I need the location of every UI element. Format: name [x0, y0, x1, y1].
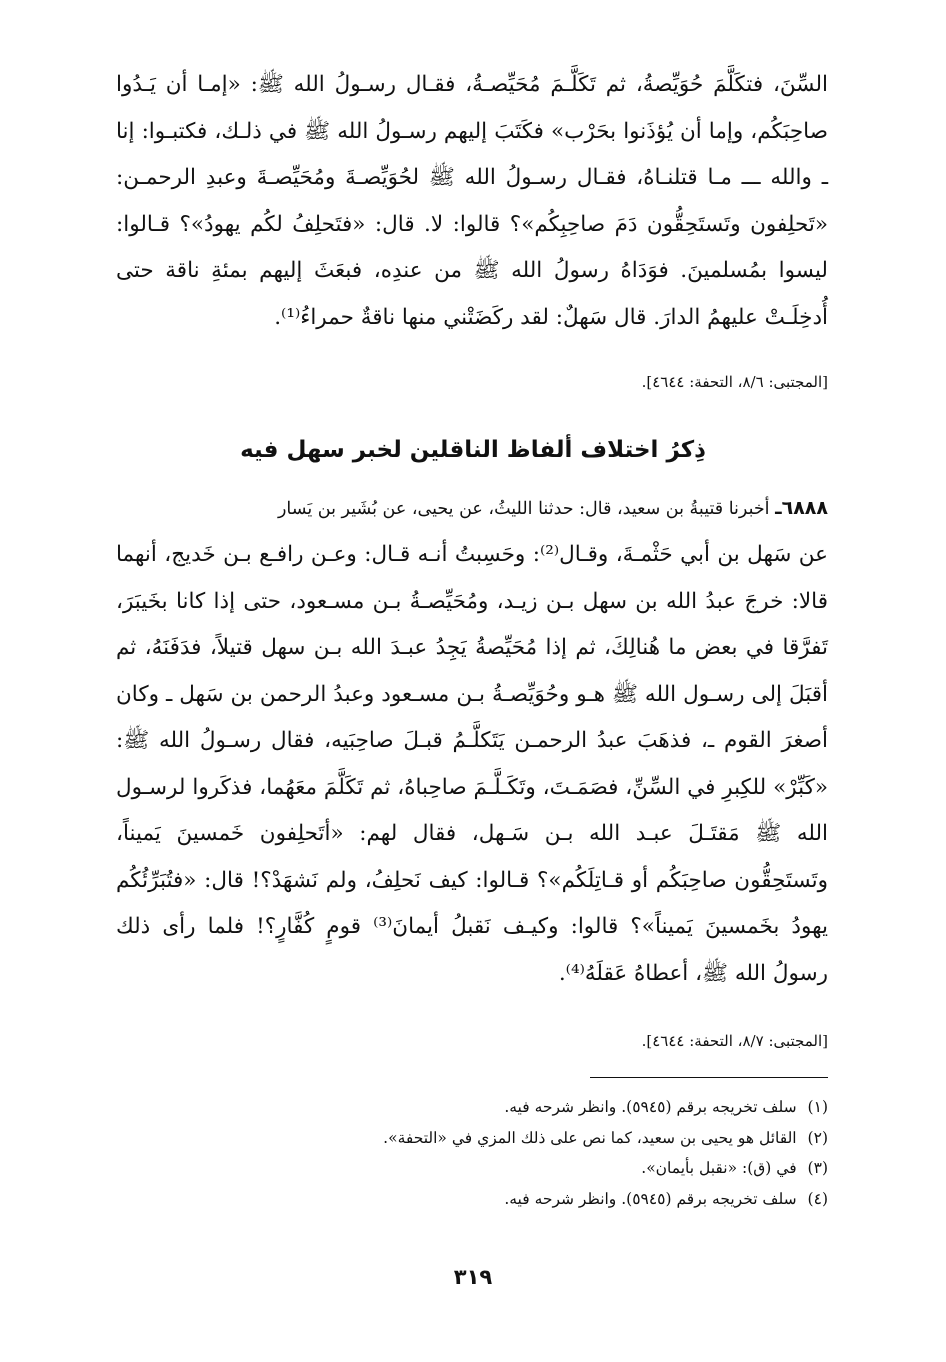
top-paragraph: السِّنَ، فتكَلَّمَ حُوَيِّصةُ، ثم تَكَلَّـمَ مُحَيِّصـةُ، فقـال رسـولُ الله ﷺ: «إمـا أن يَـدُوا صاحِبَكُم، وإما أن يُؤذَنوا بحَرْب» فكَتَبَ إليهم رسـولُ الله ﷺ في ذلـك، فكتبـوا: إنا ـ والله ـــ مـا قتلنـاهُ، فقـال رسـولُ الله ﷺ لحُوَيِّصـةَ ومُحَيِّصـةَ وعبدِ الرحمـن: «تَحلِفون وتَستَحِقُّون دَمَ صاحِبِكُم»؟ قالوا: لا. قال: «فتَحلِفُ لكُم يهودُ»؟ قـالوا: ليسوا بمُسلمينَ. فوَدَاهُ رسولُ الله ﷺ من عندِه، فبعَثَ إليهم بمئةِ ناقة حتى أُدخِلَـتْ عليهمُ الدارَ. قال سَهلٌ: لقد ركَضَتْني منها ناقةٌ حمراءُ⁽¹⁾.	[116, 72, 828, 330]
footnote-number: (١)	[807, 1098, 828, 1116]
footnote	[116, 1092, 828, 1123]
footnote-text: القائل هو يحيى بن سعيد، كما نص على ذلك المزي في «التحفة».	[383, 1128, 797, 1147]
footnote-text: في (ق): «نقبل بأيمان».	[641, 1159, 797, 1177]
hadith-lead-line	[116, 493, 828, 524]
footnotes-list	[116, 1092, 828, 1214]
footnote	[116, 1184, 828, 1215]
section-heading: ذِكرُ اختلاف ألفاظ الناقلين لخبر سهل فيه	[240, 437, 706, 463]
footnote-separator	[590, 1077, 828, 1078]
hadith-isnad: أخبرنا قتيبةُ بن سعيد، قال: حدثنا الليثُ، عن يحيى، عن بُشَير بن يَسار	[277, 499, 770, 519]
bottom-reference: [المجتبى: ٨/٧، التحفة: ٤٦٤٤].	[641, 1032, 828, 1050]
footnote	[116, 1153, 828, 1184]
footnote-number: (٣)	[807, 1159, 828, 1177]
top-reference: [المجتبى: ٨/٦، التحفة: ٤٦٤٤].	[641, 373, 828, 391]
footnote	[116, 1123, 828, 1154]
page-number: ٣١٩	[453, 1265, 493, 1289]
footnote-number: (٢)	[807, 1128, 828, 1147]
hadith-text: عن سَهل بن أبي حَثْمـةَ، وقـال⁽²⁾: وحَسِبتُ أنـه قـال: وعـن رافـع بـن خَديج، أنهما قالا: خرجَ عبدُ الله بن سهل بـن زيـد، ومُحَيِّصـةُ بـن مسـعود، حتى إذا كانا بخَيبَرَ، تَفرَّقا في بعض ما هُنالِكَ، ثم إذا مُحَيِّصةُ يَجِدُ عبـدَ الله بـن سهل قتيلاً، فدَفَنَهُ، ثم أقبَلَ إلى رسـول الله ﷺ هـو وحُوَيِّصـةُ بـن مسـعود وعبدُ الرحمن بن سَهل ـ وكان أصغرَ القوم ـ، فذهَبَ عبدُ الرحمـن يَتَكلَّـمُ قبـلَ صاحِبَيه، فقال رسـولُ الله ﷺ: «كَبِّرْ» للكِبرِ في السِّنِّ، فصَمَـتَ، وتَكَـلَّـمَ صاحِباهُ، ثم تَكَلَّمَ معَهُما، فذكَروا لرسـول الله ﷺ مَقتَـلَ عبـد الله بـن سَـهل، فقال لهم: «أتَحلِفون خَمسينَ يَميناً، وتَستَحِقُّون صاحِبَكُم أو قـاتِلَكُم»؟ قـالوا: كيف نَحلِفُ، ولم نَشهَدْ؟! قال: «فتُبَرِّئُكُم يهودُ بخَمسينَ يَميناً»؟ قالوا: وكيـف نَقبلُ أيمانَ⁽³⁾ قومٍ كُفَّارٍ؟! فلما رأى ذلك رسولُ الله ﷺ، أعطاهُ عَقلَهُ⁽⁴⁾.	[116, 542, 828, 986]
footnote-text: سلف تخريجه برقم (٥٩٤٥). وانظر شرحه فيه.	[504, 1098, 797, 1116]
footnote-text: سلف تخريجه برقم (٥٩٤٥). وانظر شرحه فيه.	[504, 1189, 797, 1208]
footnote-number: (٤)	[807, 1189, 828, 1208]
hadith-number: ٦٨٨٨ـ	[775, 497, 828, 519]
